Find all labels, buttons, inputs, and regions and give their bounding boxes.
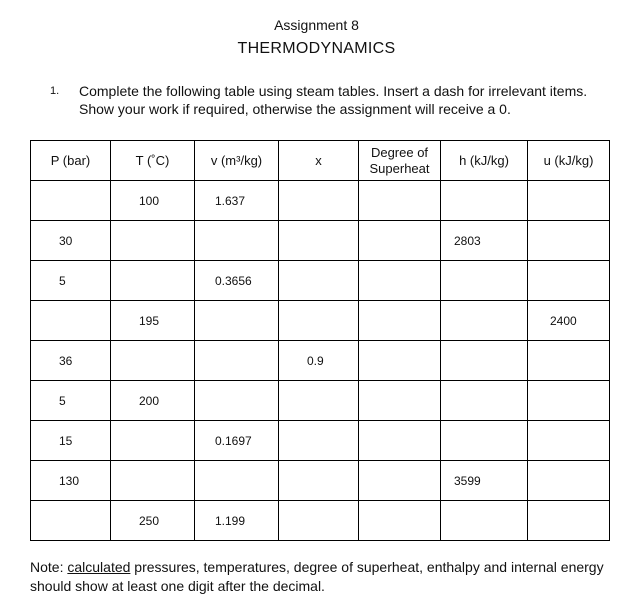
cell-temperature (111, 261, 195, 301)
cell-value: 0.3656 (215, 274, 252, 288)
cell-value (111, 221, 194, 234)
cell-quality (279, 181, 359, 221)
cell-specific-volume (195, 381, 279, 421)
note-rest: pressures, temperatures, degree of superheat, enthalpy and internal energy should show at least one digit after the decimal. (30, 559, 604, 594)
cell-value (31, 501, 110, 514)
cell-specific-volume (195, 421, 279, 461)
table-header-row (31, 141, 610, 181)
cell-value (195, 381, 278, 394)
table-row (31, 501, 610, 541)
cell-quality (279, 341, 359, 381)
cell-value (528, 261, 609, 274)
cell-value (279, 501, 358, 514)
cell-value (441, 301, 527, 314)
cell-value (359, 221, 440, 234)
cell-value (528, 341, 609, 354)
table-row (31, 461, 610, 501)
cell-enthalpy (441, 261, 528, 301)
cell-value (111, 461, 194, 474)
cell-temperature (111, 381, 195, 421)
header-degree-of-superheat (359, 141, 441, 181)
cell-enthalpy (441, 221, 528, 261)
cell-value: 0.9 (307, 354, 324, 368)
note (30, 558, 620, 596)
cell-value (441, 181, 527, 194)
cell-enthalpy (441, 501, 528, 541)
cell-value: 5 (59, 394, 66, 408)
cell-temperature (111, 461, 195, 501)
cell-quality (279, 301, 359, 341)
note-underlined-word: calculated (67, 559, 131, 575)
cell-temperature (111, 221, 195, 261)
cell-value: 2803 (454, 234, 481, 248)
cell-degree-of-superheat (359, 381, 441, 421)
question-number: 1. (50, 85, 60, 97)
cell-pressure (31, 341, 111, 381)
cell-enthalpy (441, 181, 528, 221)
cell-enthalpy (441, 421, 528, 461)
course-subtitle: THERMODYNAMICS (237, 40, 396, 57)
cell-temperature (111, 301, 195, 341)
cell-value (279, 181, 358, 194)
cell-degree-of-superheat (359, 421, 441, 461)
cell-specific-volume (195, 301, 279, 341)
cell-pressure (31, 421, 111, 461)
cell-pressure (31, 501, 111, 541)
cell-value (31, 301, 110, 314)
table-row (31, 381, 610, 421)
header-internal-energy: u (kJ/kg) (528, 141, 610, 181)
cell-quality (279, 221, 359, 261)
cell-value: 1.199 (215, 514, 246, 528)
header-dsh-line2: Superheat (369, 160, 430, 176)
cell-value (279, 221, 358, 234)
cell-temperature (111, 181, 195, 221)
cell-pressure (31, 221, 111, 261)
cell-specific-volume (195, 341, 279, 381)
cell-value (195, 221, 278, 234)
cell-degree-of-superheat (359, 301, 441, 341)
cell-value (279, 261, 358, 274)
cell-value (441, 501, 527, 514)
cell-value (279, 381, 358, 394)
cell-value (528, 421, 609, 434)
cell-quality (279, 501, 359, 541)
cell-value: 1.637 (215, 194, 246, 208)
cell-degree-of-superheat (359, 501, 441, 541)
cell-value (279, 461, 358, 474)
header-specific-volume: v (m³/kg) (195, 141, 279, 181)
cell-enthalpy (441, 341, 528, 381)
cell-value (111, 261, 194, 274)
cell-temperature (111, 341, 195, 381)
cell-value: 195 (139, 314, 160, 328)
cell-value (359, 381, 440, 394)
cell-internal-energy (528, 261, 610, 301)
cell-value (31, 181, 110, 194)
table-row (31, 261, 610, 301)
cell-value (279, 301, 358, 314)
cell-value (111, 341, 194, 354)
question-text: Complete the following table using steam tables. Insert a dash for irrelevant items. Show your work if required, otherwise the assignment will receive a 0. (79, 83, 588, 117)
cell-value (111, 421, 194, 434)
table-row (31, 181, 610, 221)
cell-specific-volume (195, 501, 279, 541)
cell-quality (279, 261, 359, 301)
cell-specific-volume (195, 181, 279, 221)
header-dsh-line1: Degree of (370, 144, 429, 160)
cell-internal-energy (528, 181, 610, 221)
cell-value (441, 381, 527, 394)
cell-value (359, 181, 440, 194)
cell-value (528, 461, 609, 474)
cell-value (195, 301, 278, 314)
table-row (31, 301, 610, 341)
cell-temperature (111, 421, 195, 461)
cell-value (528, 501, 609, 514)
cell-quality (279, 461, 359, 501)
cell-degree-of-superheat (359, 261, 441, 301)
cell-pressure (31, 301, 111, 341)
cell-internal-energy (528, 221, 610, 261)
cell-value (279, 421, 358, 434)
cell-value: 2400 (550, 314, 577, 328)
cell-value: 15 (59, 434, 73, 448)
header-pressure: P (bar) (31, 141, 111, 181)
cell-pressure (31, 381, 111, 421)
cell-value: 36 (59, 354, 73, 368)
table-row (31, 421, 610, 461)
cell-enthalpy (441, 461, 528, 501)
cell-value: 100 (139, 194, 160, 208)
header-quality: x (279, 141, 359, 181)
cell-value (195, 461, 278, 474)
cell-pressure (31, 261, 111, 301)
steam-table (30, 140, 610, 541)
cell-value (359, 501, 440, 514)
cell-value: 250 (139, 514, 160, 528)
cell-degree-of-superheat (359, 461, 441, 501)
note-prefix: Note: (30, 559, 68, 575)
cell-internal-energy (528, 341, 610, 381)
cell-value (359, 261, 440, 274)
cell-value: 5 (59, 274, 66, 288)
cell-quality (279, 421, 359, 461)
header-enthalpy: h (kJ/kg) (441, 141, 528, 181)
cell-enthalpy (441, 381, 528, 421)
cell-value: 200 (139, 394, 160, 408)
table-row (31, 341, 610, 381)
cell-pressure (31, 181, 111, 221)
cell-value (441, 261, 527, 274)
cell-value (441, 421, 527, 434)
cell-value (528, 181, 609, 194)
cell-value (359, 421, 440, 434)
cell-internal-energy (528, 301, 610, 341)
cell-value (528, 221, 609, 234)
table-row (31, 221, 610, 261)
cell-pressure (31, 461, 111, 501)
cell-value: 130 (59, 474, 80, 488)
cell-specific-volume (195, 461, 279, 501)
cell-value (359, 341, 440, 354)
cell-specific-volume (195, 221, 279, 261)
cell-value: 0.1697 (215, 434, 252, 448)
cell-internal-energy (528, 501, 610, 541)
cell-value (359, 461, 440, 474)
cell-degree-of-superheat (359, 221, 441, 261)
cell-value: 3599 (454, 474, 481, 488)
header-temperature: T (˚C) (111, 141, 195, 181)
cell-value (528, 381, 609, 394)
cell-enthalpy (441, 301, 528, 341)
cell-quality (279, 381, 359, 421)
cell-degree-of-superheat (359, 181, 441, 221)
cell-specific-volume (195, 261, 279, 301)
cell-temperature (111, 501, 195, 541)
cell-value (441, 341, 527, 354)
cell-internal-energy (528, 461, 610, 501)
cell-internal-energy (528, 381, 610, 421)
assignment-title: Assignment 8 (274, 17, 359, 33)
cell-degree-of-superheat (359, 341, 441, 381)
cell-internal-energy (528, 421, 610, 461)
cell-value (359, 301, 440, 314)
cell-value (195, 341, 278, 354)
cell-value: 30 (59, 234, 73, 248)
